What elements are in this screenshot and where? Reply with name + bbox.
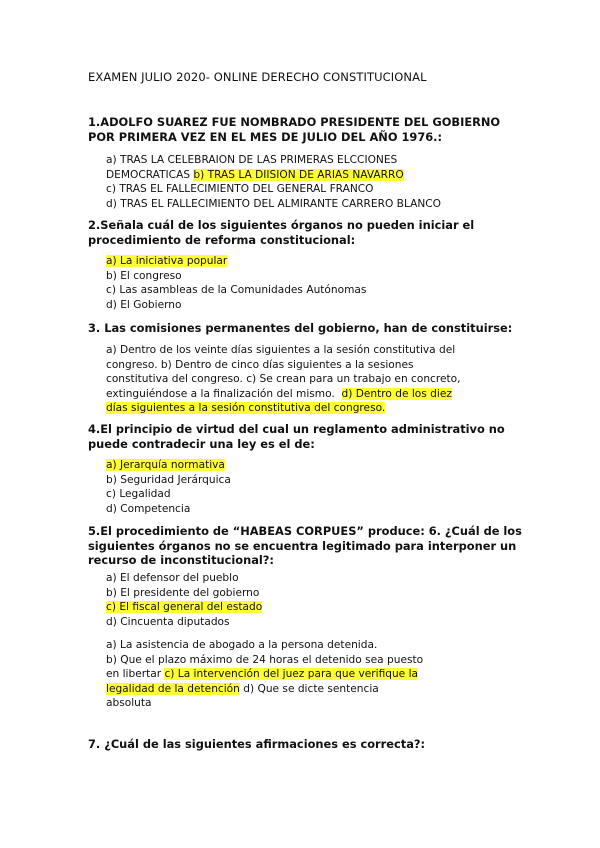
- question-3-options: [106, 343, 461, 416]
- question-3-text-4: extinguiéndose a la finalización del mismo.: [106, 387, 335, 400]
- question-1-line-2: POR PRIMERA VEZ EN EL MES DE JULIO DEL AÑO 1976.:: [88, 129, 443, 144]
- question-3-text-3: constitutiva del congreso. c) Se crean para un trabajo en concreto,: [106, 373, 461, 386]
- question-4-option-d: d) Competencia: [106, 502, 191, 515]
- question-2-option-b: b) El congreso: [106, 269, 182, 282]
- question-5-option-d: d) Que se dicte sentencia: [239, 682, 379, 695]
- question-2-option-d: d) El Gobierno: [106, 298, 182, 311]
- question-5-option-a: a) La asistencia de abogado a la persona detenida.: [106, 639, 378, 651]
- question-5-option-b: b) Que el plazo máximo de 24 horas el detenido sea puesto: [106, 653, 424, 666]
- question-3: [88, 321, 512, 336]
- question-2-option-c: c) Las asambleas de la Comunidades Autónomas: [106, 284, 367, 297]
- question-2: [88, 218, 474, 247]
- question-4-option-b: b) Seguridad Jerárquica: [106, 473, 231, 486]
- question-6-option-c-highlighted: c) El fiscal general del estado: [106, 601, 263, 614]
- question-5-line-3: recurso de inconstitucional?:: [88, 553, 274, 567]
- question-6-option-d: d) Cincuenta diputados: [106, 615, 230, 628]
- question-5: [88, 524, 522, 568]
- question-2-line-2: procedimiento de reforma constitucional:: [88, 232, 356, 247]
- question-1-option-a-text: DEMOCRATICAS: [106, 168, 191, 181]
- question-5-options: [106, 638, 423, 711]
- question-7: [88, 737, 425, 752]
- question-4-options: [106, 458, 231, 516]
- exam-title: EXAMEN JULIO 2020- ONLINE DERECHO CONSTITUCIONAL: [88, 70, 427, 84]
- question-3-option-d-highlighted: d) Dentro de los diez: [341, 387, 452, 400]
- question-6-option-a: a) El defensor del pueblo: [106, 572, 239, 584]
- question-1-option-c: c) TRAS EL FALLECIMIENTO DEL GENERAL FRANCO: [106, 183, 374, 196]
- question-1-option-a-cont: [106, 168, 441, 183]
- question-3-option-d-highlighted-cont: días siguientes a la sesión constitutiva del congreso.: [106, 402, 386, 415]
- question-2-options: [106, 254, 366, 312]
- question-5-option-c-highlighted-cont: legalidad de la detención: [106, 682, 240, 695]
- question-2-option-a-highlighted: a) La iniciativa popular: [106, 255, 228, 267]
- question-5-line-1: 5.El procedimiento de “HABEAS CORPUES” produce: 6. ¿Cuál de los: [88, 524, 522, 538]
- question-3-line-1: 3. Las comisiones permanentes del gobierno, han de constituirse:: [88, 321, 513, 335]
- question-5-option-d-cont: absoluta: [106, 697, 152, 710]
- question-1-line-1: 1.ADOLFO SUAREZ FUE NOMBRADO PRESIDENTE DEL GOBIERNO: [88, 115, 501, 129]
- question-1-option-a: a) TRAS LA CELEBRAION DE LAS PRIMERAS ELCCIONES: [106, 154, 398, 166]
- question-1-option-b-highlighted: b) TRAS LA DIISION DE ARIAS NAVARRO: [193, 168, 404, 181]
- question-5-option-b-cont: en libertar: [106, 668, 162, 681]
- question-5-option-c-highlighted: c) La intervención del juez para que verifique la: [164, 668, 418, 681]
- question-7-line-1: 7. ¿Cuál de las siguientes afirmaciones es correcta?:: [88, 737, 426, 751]
- question-6-options: [106, 571, 262, 629]
- question-3-text-2: congreso. b) Dentro de cinco días siguientes a la sesiones: [106, 358, 414, 371]
- question-6-option-b: b) El presidente del gobierno: [106, 586, 260, 599]
- question-4-line-1: 4.El principio de virtud del cual un reglamento administrativo no: [88, 422, 505, 436]
- question-3-text-1: a) Dentro de los veinte días siguientes a la sesión constitutiva del: [106, 344, 456, 356]
- question-5-line-2: siguientes órganos no se encuentra legitimado para interponer un: [88, 538, 517, 553]
- question-4: [88, 422, 505, 451]
- question-4-line-2: puede contradecir una ley es el de:: [88, 436, 315, 451]
- question-1-options: [106, 153, 441, 211]
- question-1: [88, 115, 500, 144]
- question-4-option-c: c) Legalidad: [106, 488, 171, 501]
- question-4-option-a-highlighted: a) Jerarquía normativa: [106, 459, 225, 471]
- question-1-option-d: d) TRAS EL FALLECIMIENTO DEL ALMIRANTE CARRERO BLANCO: [106, 197, 441, 210]
- question-2-line-1: 2.Señala cuál de los siguientes órganos no pueden iniciar el: [88, 218, 475, 232]
